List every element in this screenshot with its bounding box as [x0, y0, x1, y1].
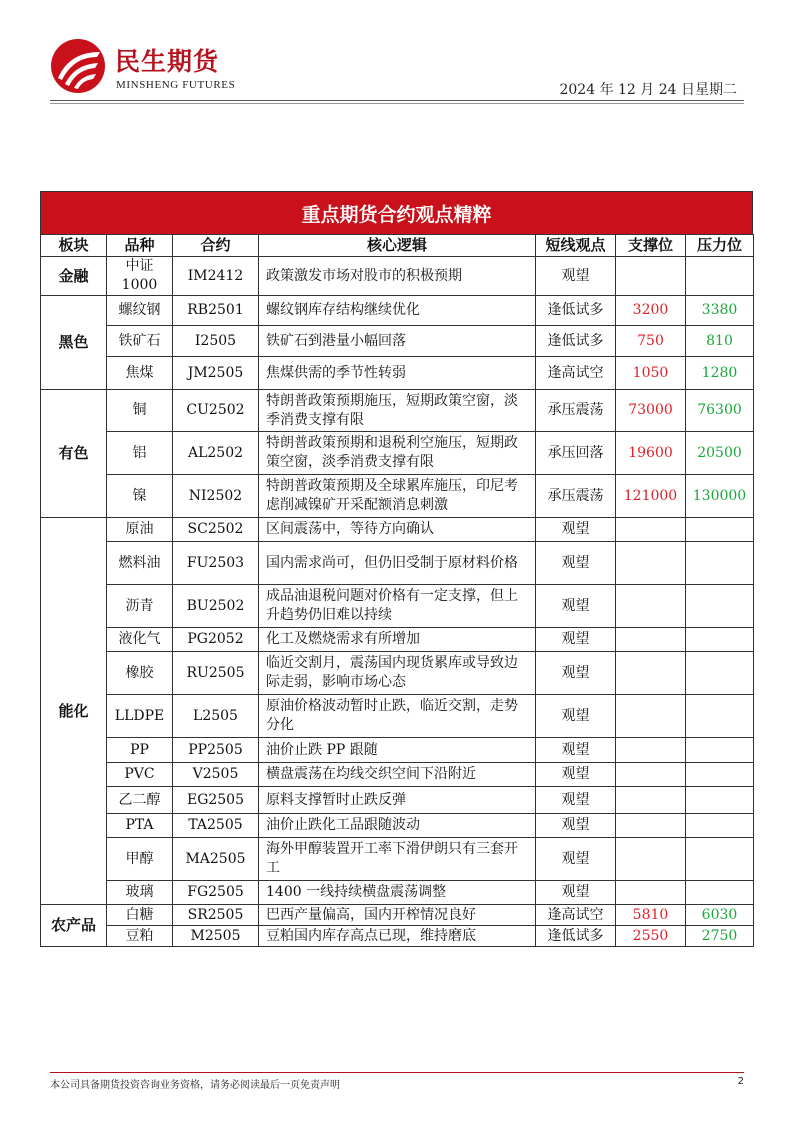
table-row	[41, 357, 754, 390]
resistance-cell: 6030	[686, 905, 754, 926]
contract-cell: PG2052	[173, 628, 259, 652]
view-cell: 观望	[536, 814, 616, 838]
table-row	[41, 695, 754, 738]
resistance-cell: 2750	[686, 926, 754, 947]
support-cell: 121000	[616, 475, 686, 518]
variety-cell: 铜	[107, 390, 173, 432]
logic-cell: 螺纹钢库存结构继续优化	[259, 296, 536, 326]
logic-cell: 原料支撑暂时止跌反弹	[259, 787, 536, 814]
col-header-sector: 板块	[41, 235, 107, 257]
contract-cell: SR2505	[173, 905, 259, 926]
variety-cell: 乙二醇	[107, 787, 173, 814]
support-cell	[616, 652, 686, 695]
col-header-view: 短线观点	[536, 235, 616, 257]
footer-divider	[50, 1072, 744, 1073]
contract-cell: IM2412	[173, 257, 259, 296]
table-row	[41, 628, 754, 652]
logic-cell: 特朗普政策预期和退税利空施压，短期政策空窗，淡季消费支撑有限	[259, 432, 536, 475]
contract-cell: TA2505	[173, 814, 259, 838]
contract-cell: EG2505	[173, 787, 259, 814]
view-cell: 承压震荡	[536, 390, 616, 432]
table-title: 重点期货合约观点精粹	[40, 191, 753, 234]
col-header-resistance: 压力位	[686, 235, 754, 257]
resistance-cell	[686, 585, 754, 628]
col-header-variety: 品种	[107, 235, 173, 257]
table-row	[41, 475, 754, 518]
logic-cell: 特朗普政策预期及全球累库施压，印尼考虑削减镍矿开采配额消息刺激	[259, 475, 536, 518]
view-cell: 逢高试空	[536, 357, 616, 390]
view-cell: 承压回落	[536, 432, 616, 475]
support-cell	[616, 881, 686, 905]
logic-cell: 特朗普政策预期施压，短期政策空窗，淡季消费支撑有限	[259, 390, 536, 432]
view-cell: 观望	[536, 838, 616, 881]
logic-cell: 豆粕国内库存高点已现，维持磨底	[259, 926, 536, 947]
contract-cell: BU2502	[173, 585, 259, 628]
variety-cell: 甲醇	[107, 838, 173, 881]
page-number: 2	[737, 1076, 744, 1087]
logic-cell: 化工及燃烧需求有所增加	[259, 628, 536, 652]
contract-cell: I2505	[173, 326, 259, 357]
report-date: 2024 年 12 月 24 日星期二	[559, 82, 737, 98]
contract-cell: CU2502	[173, 390, 259, 432]
logic-cell: 临近交割月，震荡国内现货累库或导致边际走弱，影响市场心态	[259, 652, 536, 695]
table-row	[41, 652, 754, 695]
table-header-row	[41, 235, 754, 257]
view-cell: 承压震荡	[536, 475, 616, 518]
table-row	[41, 390, 754, 432]
view-cell: 逢低试多	[536, 296, 616, 326]
contract-cell: PP2505	[173, 738, 259, 763]
view-cell: 观望	[536, 628, 616, 652]
support-cell	[616, 838, 686, 881]
contract-table	[40, 234, 754, 947]
table-row	[41, 432, 754, 475]
view-cell: 观望	[536, 881, 616, 905]
minsheng-logo-icon	[50, 38, 106, 94]
support-cell	[616, 814, 686, 838]
view-cell: 观望	[536, 652, 616, 695]
variety-cell: 铁矿石	[107, 326, 173, 357]
support-cell	[616, 257, 686, 296]
view-cell: 逢低试多	[536, 926, 616, 947]
logic-cell: 成品油退税问题对价格有一定支撑，但上升趋势仍旧难以持续	[259, 585, 536, 628]
variety-cell: 沥青	[107, 585, 173, 628]
col-header-contract: 合约	[173, 235, 259, 257]
resistance-cell	[686, 652, 754, 695]
support-cell	[616, 518, 686, 542]
logic-cell: 国内需求尚可，但仍旧受制于原材料价格	[259, 542, 536, 585]
support-cell	[616, 542, 686, 585]
table-row	[41, 814, 754, 838]
view-cell: 观望	[536, 257, 616, 296]
resistance-cell: 1280	[686, 357, 754, 390]
resistance-cell	[686, 695, 754, 738]
logic-cell: 政策激发市场对股市的积极预期	[259, 257, 536, 296]
resistance-cell	[686, 257, 754, 296]
variety-cell: PTA	[107, 814, 173, 838]
table-row	[41, 838, 754, 881]
contract-cell: AL2502	[173, 432, 259, 475]
table-row	[41, 585, 754, 628]
table-row	[41, 881, 754, 905]
sector-cell: 金融	[41, 257, 107, 296]
support-cell	[616, 585, 686, 628]
variety-cell: 燃料油	[107, 542, 173, 585]
support-cell: 1050	[616, 357, 686, 390]
resistance-cell	[686, 881, 754, 905]
resistance-cell	[686, 814, 754, 838]
resistance-cell	[686, 738, 754, 763]
logic-cell: 1400 一线持续横盘震荡调整	[259, 881, 536, 905]
view-cell: 观望	[536, 763, 616, 787]
resistance-cell	[686, 787, 754, 814]
support-cell	[616, 763, 686, 787]
support-cell	[616, 628, 686, 652]
variety-cell: 橡胶	[107, 652, 173, 695]
view-cell: 观望	[536, 738, 616, 763]
table-row	[41, 296, 754, 326]
logic-cell: 油价止跌化工品跟随波动	[259, 814, 536, 838]
table-row	[41, 763, 754, 787]
view-cell: 观望	[536, 518, 616, 542]
brand-name-en: MINSHENG FUTURES	[116, 79, 236, 91]
sector-cell: 能化	[41, 518, 107, 905]
resistance-cell: 130000	[686, 475, 754, 518]
contract-cell: RB2501	[173, 296, 259, 326]
contract-cell: V2505	[173, 763, 259, 787]
table-row	[41, 905, 754, 926]
variety-cell: PP	[107, 738, 173, 763]
variety-cell: 螺纹钢	[107, 296, 173, 326]
resistance-cell	[686, 542, 754, 585]
resistance-cell: 3380	[686, 296, 754, 326]
contract-cell: L2505	[173, 695, 259, 738]
contract-cell: MA2505	[173, 838, 259, 881]
resistance-cell	[686, 838, 754, 881]
support-cell: 19600	[616, 432, 686, 475]
contract-cell: M2505	[173, 926, 259, 947]
sector-cell: 黑色	[41, 296, 107, 390]
contract-cell: FU2503	[173, 542, 259, 585]
logic-cell: 铁矿石到港量小幅回落	[259, 326, 536, 357]
support-cell: 5810	[616, 905, 686, 926]
support-cell: 750	[616, 326, 686, 357]
sector-cell: 农产品	[41, 905, 107, 947]
header-divider	[50, 100, 744, 101]
contract-cell: FG2505	[173, 881, 259, 905]
contract-cell: NI2502	[173, 475, 259, 518]
brand-name-cn: 民生期货	[115, 47, 220, 76]
view-cell: 观望	[536, 585, 616, 628]
support-cell	[616, 738, 686, 763]
view-cell: 逢低试多	[536, 326, 616, 357]
view-cell: 观望	[536, 787, 616, 814]
resistance-cell	[686, 518, 754, 542]
support-cell: 3200	[616, 296, 686, 326]
logic-cell: 焦煤供需的季节性转弱	[259, 357, 536, 390]
variety-cell: 铝	[107, 432, 173, 475]
variety-cell: PVC	[107, 763, 173, 787]
resistance-cell	[686, 628, 754, 652]
sector-cell: 有色	[41, 390, 107, 518]
footer-disclaimer: 本公司具备期货投资咨询业务资格，请务必阅读最后一页免责声明	[50, 1080, 340, 1091]
table-row	[41, 542, 754, 585]
variety-cell: 镍	[107, 475, 173, 518]
table-row	[41, 257, 754, 296]
view-cell: 观望	[536, 542, 616, 585]
logic-cell: 油价止跌 PP 跟随	[259, 738, 536, 763]
variety-cell: 液化气	[107, 628, 173, 652]
resistance-cell: 76300	[686, 390, 754, 432]
support-cell	[616, 787, 686, 814]
view-cell: 逢高试空	[536, 905, 616, 926]
header-divider-secondary	[50, 103, 744, 104]
col-header-support: 支撑位	[616, 235, 686, 257]
logic-cell: 区间震荡中，等待方向确认	[259, 518, 536, 542]
support-cell	[616, 695, 686, 738]
futures-view-table	[40, 191, 753, 947]
variety-cell: 中证 1000	[107, 257, 173, 296]
logic-cell: 海外甲醇装置开工率下滑伊朗只有三套开工	[259, 838, 536, 881]
variety-cell: 原油	[107, 518, 173, 542]
contract-cell: RU2505	[173, 652, 259, 695]
col-header-logic: 核心逻辑	[259, 235, 536, 257]
logic-cell: 巴西产量偏高，国内开榨情况良好	[259, 905, 536, 926]
resistance-cell: 20500	[686, 432, 754, 475]
variety-cell: 豆粕	[107, 926, 173, 947]
support-cell: 73000	[616, 390, 686, 432]
variety-cell: LLDPE	[107, 695, 173, 738]
table-row	[41, 738, 754, 763]
view-cell: 观望	[536, 695, 616, 738]
resistance-cell: 810	[686, 326, 754, 357]
contract-cell: SC2502	[173, 518, 259, 542]
logic-cell: 原油价格波动暂时止跌，临近交割，走势分化	[259, 695, 536, 738]
table-row	[41, 926, 754, 947]
contract-cell: JM2505	[173, 357, 259, 390]
variety-cell: 玻璃	[107, 881, 173, 905]
resistance-cell	[686, 763, 754, 787]
table-row	[41, 326, 754, 357]
logic-cell: 横盘震荡在均线交织空间下沿附近	[259, 763, 536, 787]
table-row	[41, 518, 754, 542]
variety-cell: 焦煤	[107, 357, 173, 390]
support-cell: 2550	[616, 926, 686, 947]
table-row	[41, 787, 754, 814]
variety-cell: 白糖	[107, 905, 173, 926]
